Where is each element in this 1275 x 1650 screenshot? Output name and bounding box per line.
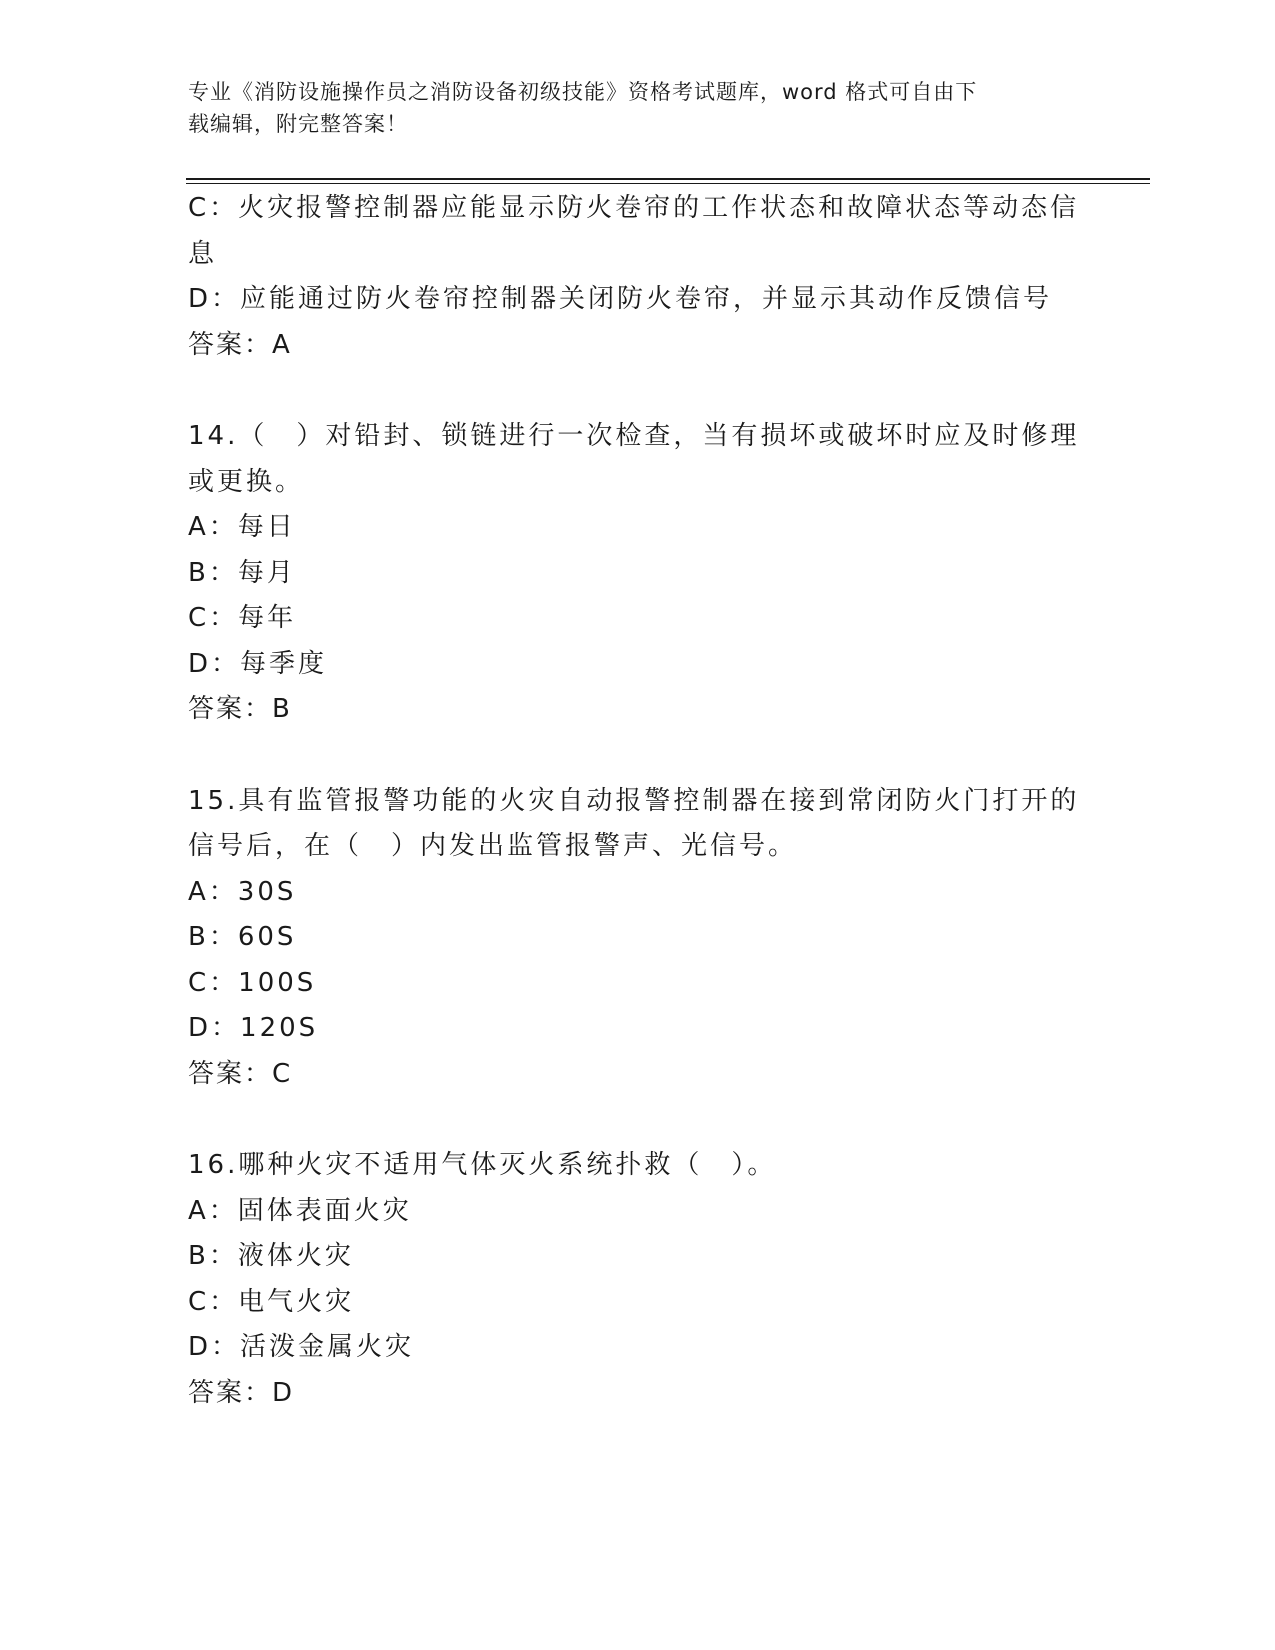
option-b: B：60S [188, 922, 297, 952]
header-line-2: 载编辑，附完整答案！ [188, 112, 408, 136]
answer-label: 答案：B [188, 694, 292, 724]
option-d: D：120S [188, 1013, 319, 1043]
option-a: A：固体表面火灾 [188, 1195, 412, 1226]
option-b: B：液体火灾 [188, 1241, 354, 1271]
spacer [188, 733, 1088, 779]
answer-label: 答案：D [188, 1377, 295, 1408]
answer-label: 答案：C [188, 1058, 293, 1089]
question-stem-continued: 信号后，在（ ）内发出监管报警声、光信号。 [188, 831, 798, 861]
question-content [188, 186, 1088, 1416]
option-d: D：活泼金属火灾 [188, 1332, 415, 1362]
header-line-1: 专业《消防设施操作员之消防设备初级技能》资格考试题库，word 格式可自由下 [188, 80, 978, 104]
option-a: A：每日 [188, 512, 296, 542]
option-c: C：火灾报警控制器应能显示防火卷帘的工作状态和故障状态等动态信 [188, 193, 1080, 223]
document-header [188, 76, 1068, 140]
header-divider-thick [186, 178, 1150, 180]
question-15 [188, 779, 1088, 1098]
question-stem-continued: 或更换。 [188, 466, 305, 497]
option-c-continued: 息 [188, 238, 218, 269]
question-16 [188, 1143, 1088, 1416]
option-c: C：100S [188, 967, 317, 998]
header-divider-thin [186, 183, 1150, 184]
option-d: D：应能通过防火卷帘控制器关闭防火卷帘，并显示其动作反馈信号 [188, 284, 1053, 314]
option-c: C：每年 [188, 603, 297, 633]
option-c: C：电气火灾 [188, 1286, 355, 1317]
question-stem: 15.具有监管报警功能的火灾自动报警控制器在接到常闭防火门打开的 [188, 785, 1080, 816]
question-stem: 14.（ ）对铅封、锁链进行一次检查，当有损坏或破坏时应及时修理 [188, 421, 1080, 451]
option-b: B：每月 [188, 557, 296, 588]
question-13-carryover [188, 186, 1088, 368]
question-stem: 16.哪种火灾不适用气体灭火系统扑救（ ）。 [188, 1150, 777, 1180]
question-14 [188, 414, 1088, 733]
option-d: D：每季度 [188, 648, 328, 679]
spacer [188, 368, 1088, 414]
answer-label: 答案：A [188, 329, 292, 360]
spacer [188, 1097, 1088, 1143]
option-a: A：30S [188, 876, 297, 907]
